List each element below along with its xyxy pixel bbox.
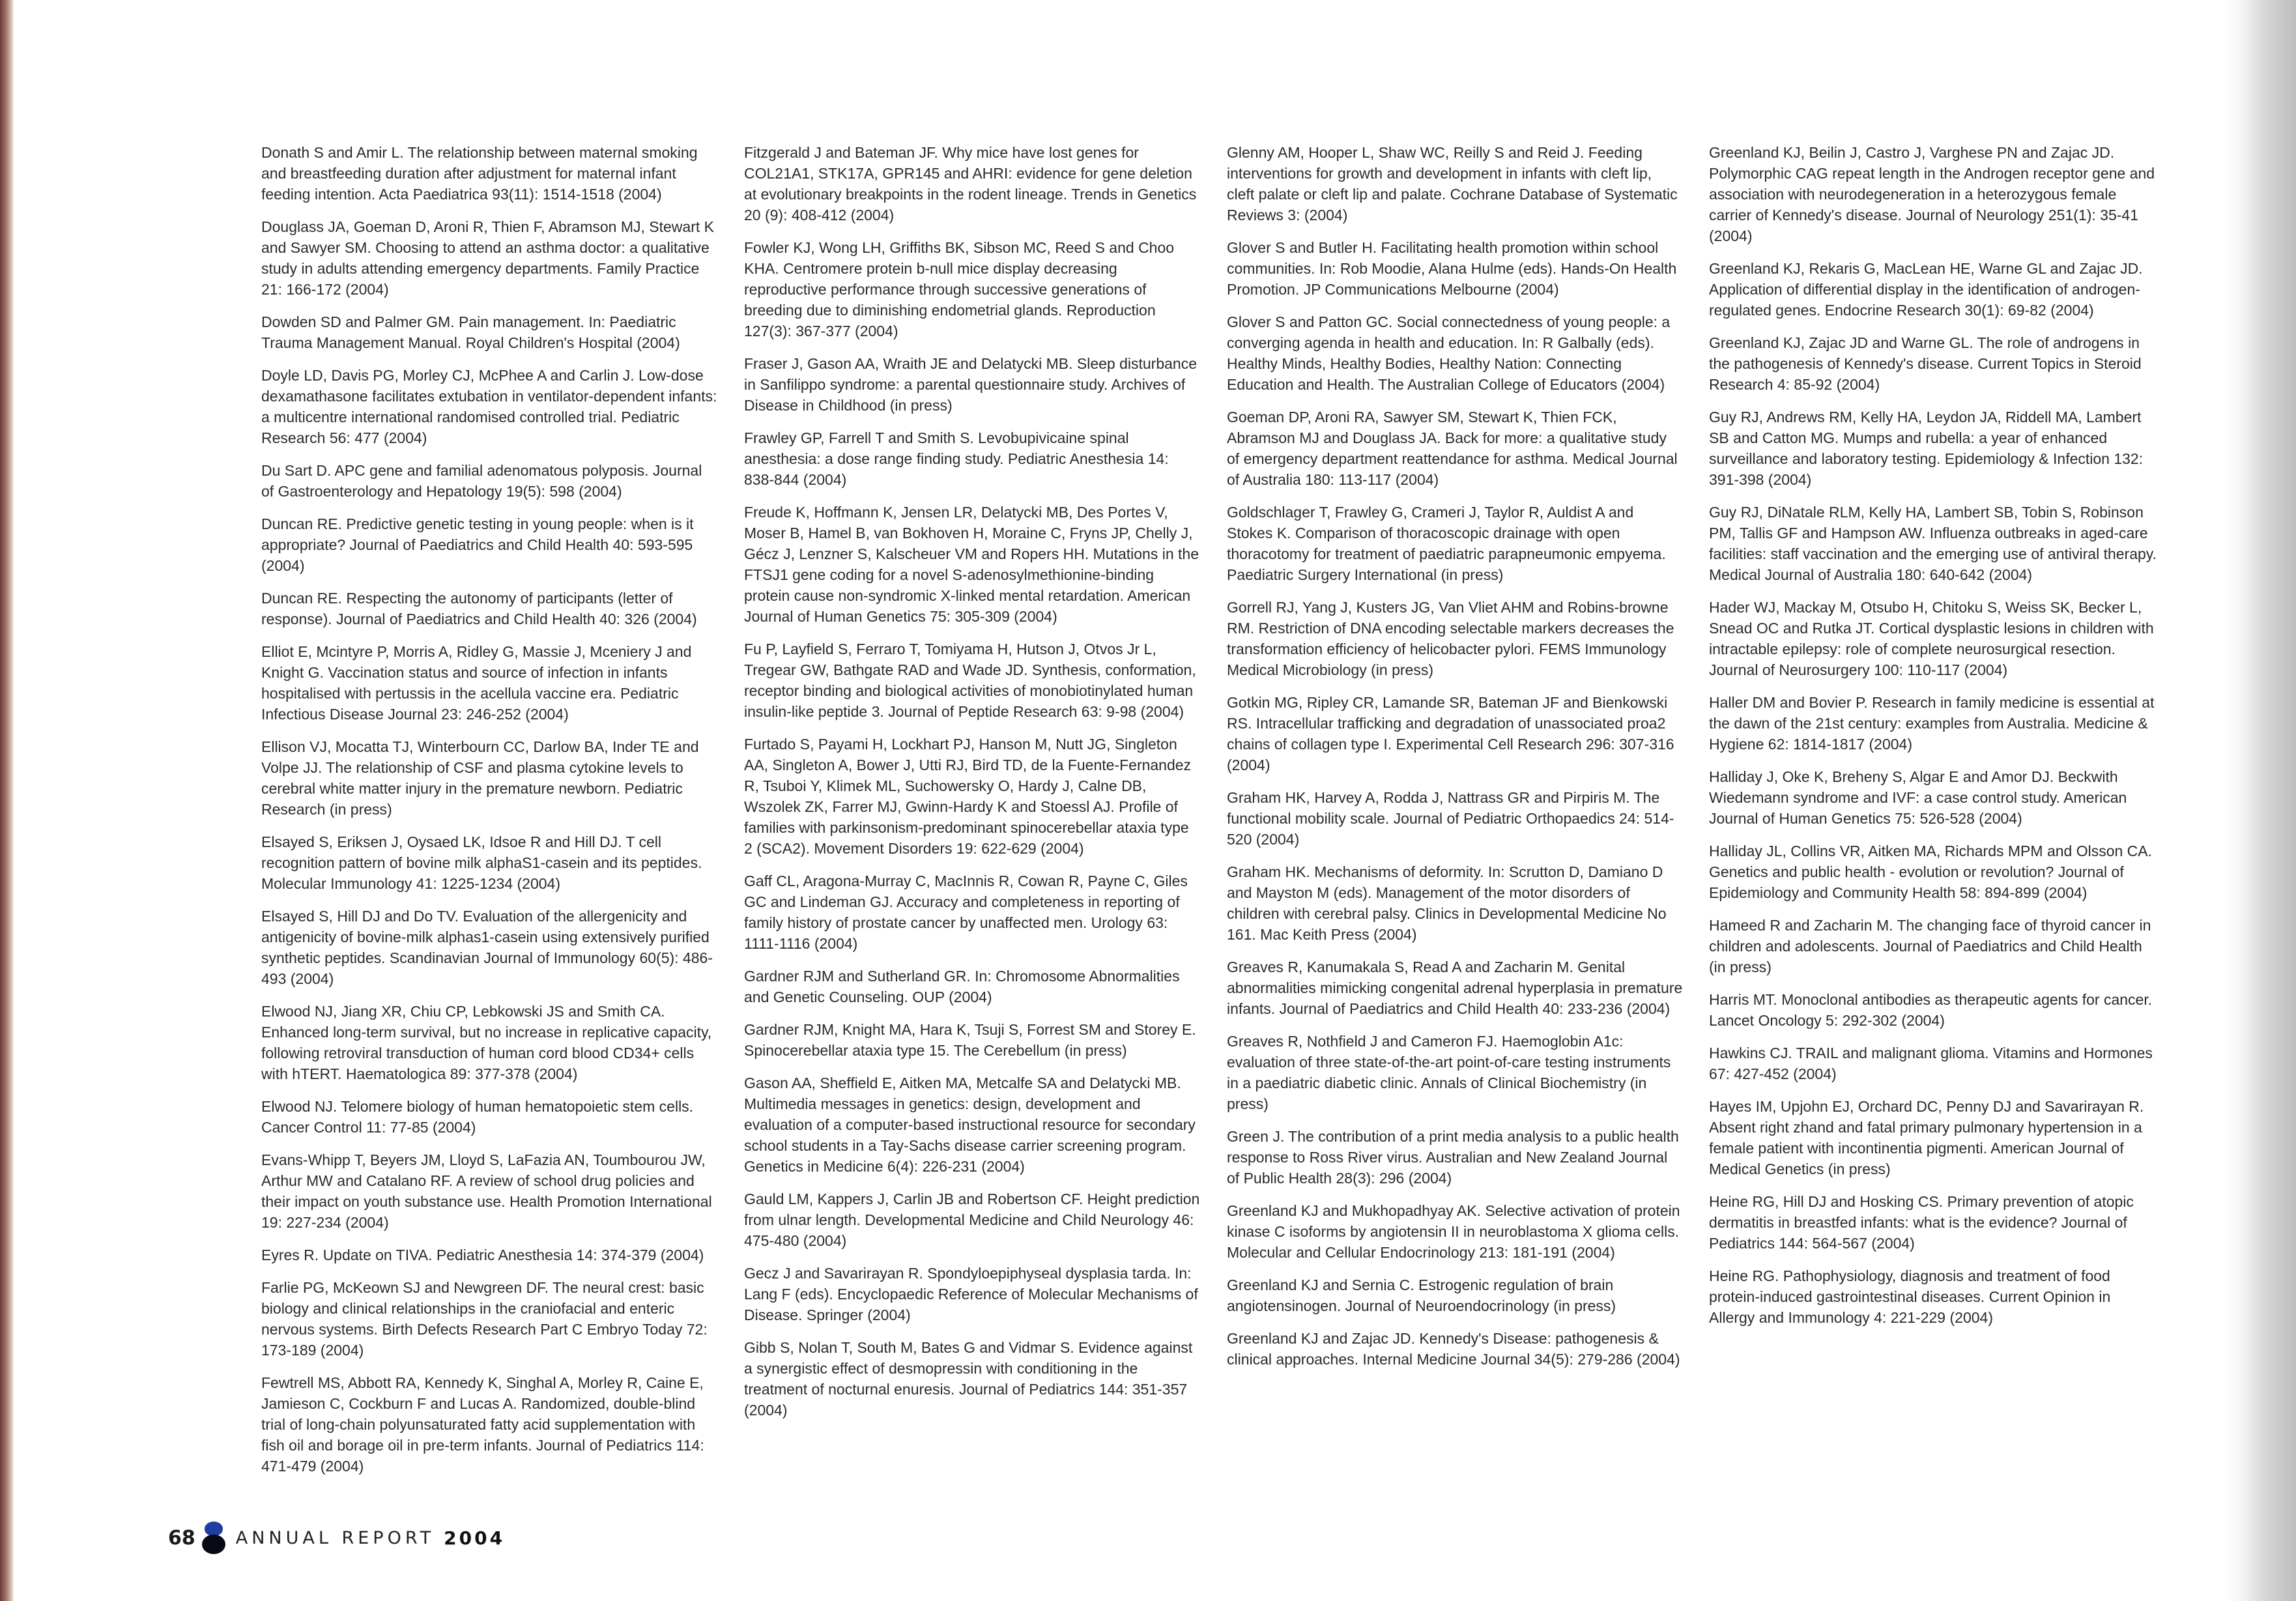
reference-entry: Heine RG. Pathophysiology, diagnosis and treatment of food protein-induced gastrointestinal diseases. Current Opinion in Allergy and Immunology 4: 221-229 (2004)	[1709, 1267, 2111, 1326]
reference-entry: Furtado S, Payami H, Lockhart PJ, Hanson M, Nutt JG, Singleton AA, Singleton A, Bower J, Utti RJ, Bird TD, de la Fuente-Fernandez R, Tsuboi Y, Klimek ML, Suchowersky O, Hardy J, Calne DB, Wszolek ZK, Farrer MJ, Gwinn-Hardy K and Stoessl AJ. Profile of families with parkinsonism-predominant spinocerebellar ataxia type 2 (SCA2). Movement Disorders 19: 622-629 (2004)	[744, 736, 1192, 857]
footer-report-year: 2004	[444, 1527, 506, 1549]
reference-entry: Gecz J and Savarirayan R. Spondyloepiphyseal dysplasia tarda. In: Lang F (eds). Encyclopaedic Reference of Molecular Mechanisms of Disease. Springer (2004)	[744, 1265, 1198, 1323]
reference-entry: Duncan RE. Respecting the autonomy of participants (letter of response). Journal of Paediatrics and Child Health 40: 326 (2004)	[261, 590, 697, 627]
reference-entry: Gotkin MG, Ripley CR, Lamande SR, Bateman JF and Bienkowski RS. Intracellular trafficking and degradation of unassociated proa2 chains of collagen type I. Experimental Cell Research 296: 307-316 (2004)	[1227, 694, 1674, 773]
reference-entry: Gibb S, Nolan T, South M, Bates G and Vidmar S. Evidence against a synergistic effect of desmopressin with conditioning in the treatment of nocturnal enuresis. Journal of Pediatrics 144: 351-357 (2004)	[744, 1339, 1193, 1419]
reference-entry: Freude K, Hoffmann K, Jensen LR, Delatycki MB, Des Portes V, Moser B, Hamel B, van Bokhoven H, Moraine C, Fryns JP, Chelly J, Gécz J, Lenzner S, Kalscheuer VM and Ropers HH. Mutations in the FTSJ1 gene coding for a novel S-adenosylmethionine-binding protein cause non-syndromic X-linked mental retardation. American Journal of Human Genetics 75: 305-309 (2004)	[744, 504, 1199, 625]
reference-entry: Du Sart D. APC gene and familial adenomatous polyposis. Journal of Gastroenterology and Hepatology 19(5): 598 (2004)	[261, 462, 702, 500]
reference-entry: Gason AA, Sheffield E, Aitken MA, Metcalfe SA and Delatycki MB. Multimedia messages in genetics: design, development and evaluation of a computer-based instructional resource for secondary school students in a Tay-Sachs disease carrier screening program. Genetics in Medicine 6(4): 226-231 (2004)	[744, 1075, 1196, 1175]
reference-entry: Greenland KJ, Beilin J, Castro J, Varghese PN and Zajac JD. Polymorphic CAG repeat length in the Androgen receptor gene and association with neurodegeneration in a heterozygous female carrier of Kennedy's disease. Journal of Neurology 251(1): 35-41 (2004)	[1709, 144, 2155, 244]
reference-entry: Gaff CL, Aragona-Murray C, MacInnis R, Cowan R, Payne C, Giles GC and Lindeman GJ. Accuracy and completeness in reporting of family history of prostate cancer by unaffected men. Urology 63: 1111-1116 (2004)	[744, 873, 1188, 952]
page-footer	[168, 1523, 505, 1552]
reference-entry: Elwood NJ, Jiang XR, Chiu CP, Lebkowski JS and Smith CA. Enhanced long-term survival, but no increase in replicative capacity, following retroviral transduction of human cord blood CD34+ cells with hTERT. Haematologica 89: 377-378 (2004)	[261, 1003, 712, 1082]
reference-entry: Elsayed S, Hill DJ and Do TV. Evaluation of the allergenicity and antigenicity of bovine-milk alphas1-casein using extensively purified synthetic peptides. Scandinavian Journal of Immunology 60(5): 486-493 (2004)	[261, 908, 713, 987]
reference-entry: Duncan RE. Predictive genetic testing in young people: when is it appropriate? Journal of Paediatrics and Child Health 40: 593-595 (2004)	[261, 515, 694, 574]
reference-entry: Frawley GP, Farrell T and Smith S. Levobupivicaine spinal anesthesia: a dose range finding study. Pediatric Anesthesia 14: 838-844 (2004)	[744, 429, 1169, 488]
reference-column-4	[1709, 142, 2159, 1340]
reference-column-2	[744, 142, 1200, 1432]
reference-entry: Elwood NJ. Telomere biology of human hematopoietic stem cells. Cancer Control 11: 77-85 (2004)	[261, 1098, 694, 1136]
reference-entry: Hayes IM, Upjohn EJ, Orchard DC, Penny DJ and Savarirayan R. Absent right zhand and fatal primary pulmonary hypertension in a female patient with incontinentia pigmenti. American Journal of Medical Genetics (in press)	[1709, 1098, 2144, 1177]
reference-entry: Halliday JL, Collins VR, Aitken MA, Richards MPM and Olsson CA. Genetics and public health - evolution or revolution? Journal of Epidemiology and Community Health 58: 894-899 (2004)	[1709, 843, 2153, 901]
reference-entry: Fitzgerald J and Bateman JF. Why mice have lost genes for COL21A1, STK17A, GPR145 and AHRI: evidence for gene deletion at evolutionary breakpoints in the rodent lineage. Trends in Genetics 20 (9): 408-412 (2004)	[744, 144, 1197, 224]
reference-entry: Greaves R, Nothfield J and Cameron FJ. Haemoglobin A1c: evaluation of three state-of-the-art point-of-care testing instruments in a paediatric diabetic clinic. Annals of Clinical Biochemistry (in press)	[1227, 1033, 1671, 1112]
reference-entry: Gorrell RJ, Yang J, Kusters JG, Van Vliet AHM and Robins-browne RM. Restriction of DNA encoding selectable markers decreases the transformation efficiency of helicobacter pylori. FEMS Immunology Medical Microbiology (in press)	[1227, 599, 1674, 678]
rch-logo-icon	[202, 1522, 225, 1554]
reference-column-3	[1227, 142, 1683, 1381]
reference-entry: Farlie PG, McKeown SJ and Newgreen DF. The neural crest: basic biology and clinical relationships in the craniofacial and enteric nervous systems. Birth Defects Research Part C Embryo Today 72: 173-189 (2004)	[261, 1279, 708, 1359]
reference-entry: Greenland KJ, Zajac JD and Warne GL. The role of androgens in the pathogenesis of Kennedy's disease. Current Topics in Steroid Research 4: 85-92 (2004)	[1709, 334, 2142, 393]
page-binding-right	[2224, 0, 2296, 1601]
reference-entry: Glenny AM, Hooper L, Shaw WC, Reilly S and Reid J. Feeding interventions for growth and development in infants with cleft lip, cleft palate or cleft lip and palate. Cochrane Database of Systematic Reviews 3: (2004)	[1227, 144, 1678, 224]
reference-entry: Goldschlager T, Frawley G, Crameri J, Taylor R, Auldist A and Stokes K. Comparison of thoracoscopic drainage with open thoracotomy for treatment of paediatric parapneumonic empyema. Paediatric Surgery International (in press)	[1227, 504, 1666, 583]
reference-entry: Guy RJ, DiNatale RLM, Kelly HA, Lambert SB, Tobin S, Robinson PM, Tallis GF and Hampson AW. Influenza outbreaks in aged-care facilities: staff vaccination and the emerging use of antiviral therapy. Medical Journal of Australia 180: 640-642 (2004)	[1709, 504, 2157, 583]
reference-entry: Gauld LM, Kappers J, Carlin JB and Robertson CF. Height prediction from ulnar length. Developmental Medicine and Child Neurology 46: 475-480 (2004)	[744, 1190, 1200, 1249]
reference-entry: Eyres R. Update on TIVA. Pediatric Anesthesia 14: 374-379 (2004)	[261, 1247, 704, 1263]
page-binding-left	[0, 0, 14, 1601]
page-number: 68	[168, 1526, 195, 1550]
reference-entry: Guy RJ, Andrews RM, Kelly HA, Leydon JA, Riddell MA, Lambert SB and Catton MG. Mumps and rubella: a year of enhanced surveillance and laboratory testing. Epidemiology & Infection 132: 391-398 (2004)	[1709, 409, 2144, 488]
reference-entry: Greenland KJ and Zajac JD. Kennedy's Disease: pathogenesis & clinical approaches. Internal Medicine Journal 34(5): 279-286 (2004)	[1227, 1330, 1680, 1368]
reference-entry: Hawkins CJ. TRAIL and malignant glioma. Vitamins and Hormones 67: 427-452 (2004)	[1709, 1045, 2153, 1082]
reference-entry: Fraser J, Gason AA, Wraith JE and Delatycki MB. Sleep disturbance in Sanfilippo syndrome: a parental questionnaire study. Archives of Disease in Childhood (in press)	[744, 355, 1197, 414]
reference-entry: Gardner RJM, Knight MA, Hara K, Tsuji S, Forrest SM and Storey E. Spinocerebellar ataxia type 15. The Cerebellum (in press)	[744, 1021, 1196, 1059]
reference-entry: Elliot E, Mcintyre P, Morris A, Ridley G, Massie J, Mceniery J and Knight G. Vaccination status and source of infection in infants hospitalised with pertussis in the acellula vaccine era. Pediatric Infectious Disease Journal 23: 246-252 (2004)	[261, 643, 692, 723]
footer-report-label: ANNUAL REPORT	[235, 1527, 435, 1548]
reference-entry: Doyle LD, Davis PG, Morley CJ, McPhee A and Carlin J. Low-dose dexamathasone facilitates extubation in ventilator-dependent infants: a multicentre international randomised controlled trial. Pediatric Research 56: 477 (2004)	[261, 367, 717, 446]
reference-entry: Gardner RJM and Sutherland GR. In: Chromosome Abnormalities and Genetic Counseling. OUP (2004)	[744, 968, 1180, 1005]
reference-entry: Green J. The contribution of a print media analysis to a public health response to Ross River virus. Australian and New Zealand Journal of Public Health 28(3): 296 (2004)	[1227, 1128, 1679, 1187]
reference-entry: Halliday J, Oke K, Breheny S, Algar E and Amor DJ. Beckwith Wiedemann syndrome and IVF: a case control study. American Journal of Human Genetics 75: 526-528 (2004)	[1709, 768, 2127, 827]
reference-entry: Greenland KJ and Sernia C. Estrogenic regulation of brain angiotensinogen. Journal of Neuroendocrinology (in press)	[1227, 1276, 1616, 1314]
reference-entry: Hameed R and Zacharin M. The changing face of thyroid cancer in children and adolescents. Journal of Paediatrics and Child Health (in press)	[1709, 917, 2151, 975]
reference-entry: Fowler KJ, Wong LH, Griffiths BK, Sibson MC, Reed S and Choo KHA. Centromere protein b-null mice display decreasing reproductive performance through successive generations of breeding due to diminishing endometrial glands. Reproduction 127(3): 367-377 (2004)	[744, 239, 1175, 339]
reference-entry: Haller DM and Bovier P. Research in family medicine is essential at the dawn of the 21st century: examples from Australia. Medicine & Hygiene 62: 1814-1817 (2004)	[1709, 694, 2155, 753]
reference-entry: Goeman DP, Aroni RA, Sawyer SM, Stewart K, Thien FCK, Abramson MJ and Douglass JA. Back for more: a qualitative study of emergency department reattendance for asthma. Medical Journal of Australia 180: 113-117 (2004)	[1227, 409, 1678, 488]
reference-entry: Fewtrell MS, Abbott RA, Kennedy K, Singhal A, Morley R, Caine E, Jamieson C, Cockburn F and Lucas A. Randomized, double-blind trial of long-chain polyunsaturated fatty acid supplementation with fish oil and borage oil in pre-term infants. Journal of Pediatrics 114: 471-479 (2004)	[261, 1374, 704, 1475]
reference-entry: Greenland KJ and Mukhopadhyay AK. Selective activation of protein kinase C isoforms by angiotensin II in neuroblastoma X glioma cells. Molecular and Cellular Endocrinology 213: 181-191 (2004)	[1227, 1202, 1680, 1261]
reference-entry: Dowden SD and Palmer GM. Pain management. In: Paediatric Trauma Management Manual. Royal Children's Hospital (2004)	[261, 313, 680, 351]
reference-entry: Douglass JA, Goeman D, Aroni R, Thien F, Abramson MJ, Stewart K and Sawyer SM. Choosing to attend an asthma doctor: a qualitative study in adults attending emergency departments. Family Practice 21: 166-172 (2004)	[261, 218, 714, 298]
reference-entry: Fu P, Layfield S, Ferraro T, Tomiyama H, Hutson J, Otvos Jr L, Tregear GW, Bathgate RAD and Wade JD. Synthesis, conformation, receptor binding and biological activities of monobiotinylated human insulin-like peptide 3. Journal of Peptide Research 63: 9-98 (2004)	[744, 641, 1196, 720]
reference-entry: Elsayed S, Eriksen J, Oysaed LK, Idsoe R and Hill DJ. T cell recognition pattern of bovine milk alphaS1-casein and its peptides. Molecular Immunology 41: 1225-1234 (2004)	[261, 833, 702, 892]
reference-column-1	[261, 142, 717, 1488]
reference-entry: Hader WJ, Mackay M, Otsubo H, Chitoku S, Weiss SK, Becker L, Snead OC and Rutka JT. Cortical dysplastic lesions in children with intractable epilepsy: role of complete neurosurgical resection. Journal of Neurosurgery 100: 110-117 (2004)	[1709, 599, 2154, 678]
reference-entry: Glover S and Patton GC. Social connectedness of young people: a converging agenda in health and education. In: R Galbally (eds). Healthy Minds, Healthy Bodies, Healthy Nation: Connecting Education and Health. The Australian College of Educators (2004)	[1227, 313, 1671, 393]
reference-entry: Evans-Whipp T, Beyers JM, Lloyd S, LaFazia AN, Toumbourou JW, Arthur MW and Catalano RF. A review of school drug policies and their impact on youth substance use. Health Promotion International 19: 227-234 (2004)	[261, 1151, 712, 1231]
reference-entry: Harris MT. Monoclonal antibodies as therapeutic agents for cancer. Lancet Oncology 5: 292-302 (2004)	[1709, 991, 2153, 1029]
reference-entry: Graham HK. Mechanisms of deformity. In: Scrutton D, Damiano D and Mayston M (eds). Management of the motor disorders of children with cerebral palsy. Clinics in Developmental Medicine No 161. Mac Keith Press (2004)	[1227, 863, 1667, 943]
reference-entry: Greaves R, Kanumakala S, Read A and Zacharin M. Genital abnormalities mimicking congenital adrenal hyperplasia in premature infants. Journal of Paediatrics and Child Health 40: 233-236 (2004)	[1227, 959, 1683, 1017]
reference-entry: Graham HK, Harvey A, Rodda J, Nattrass GR and Pirpiris M. The functional mobility scale. Journal of Pediatric Orthopaedics 24: 514-520 (2004)	[1227, 789, 1674, 848]
reference-entry: Glover S and Butler H. Facilitating health promotion within school communities. In: Rob Moodie, Alana Hulme (eds). Hands-On Health Promotion. JP Communications Melbourne (2004)	[1227, 239, 1677, 298]
reference-entry: Heine RG, Hill DJ and Hosking CS. Primary prevention of atopic dermatitis in breastfed infants: what is the evidence? Journal of Pediatrics 144: 564-567 (2004)	[1709, 1193, 2134, 1252]
reference-entry: Greenland KJ, Rekaris G, MacLean HE, Warne GL and Zajac JD. Application of differential display in the identification of androgen-regulated genes. Endocrine Research 30(1): 69-82 (2004)	[1709, 260, 2143, 319]
reference-entry: Donath S and Amir L. The relationship between maternal smoking and breastfeeding duration after adjustment for maternal infant feeding intention. Acta Paediatrica 93(11): 1514-1518 (2004)	[261, 144, 698, 203]
reference-entry: Ellison VJ, Mocatta TJ, Winterbourn CC, Darlow BA, Inder TE and Volpe JJ. The relationship of CSF and plasma cytokine levels to cerebral white matter injury in the premature newborn. Pediatric Research (in press)	[261, 738, 699, 818]
